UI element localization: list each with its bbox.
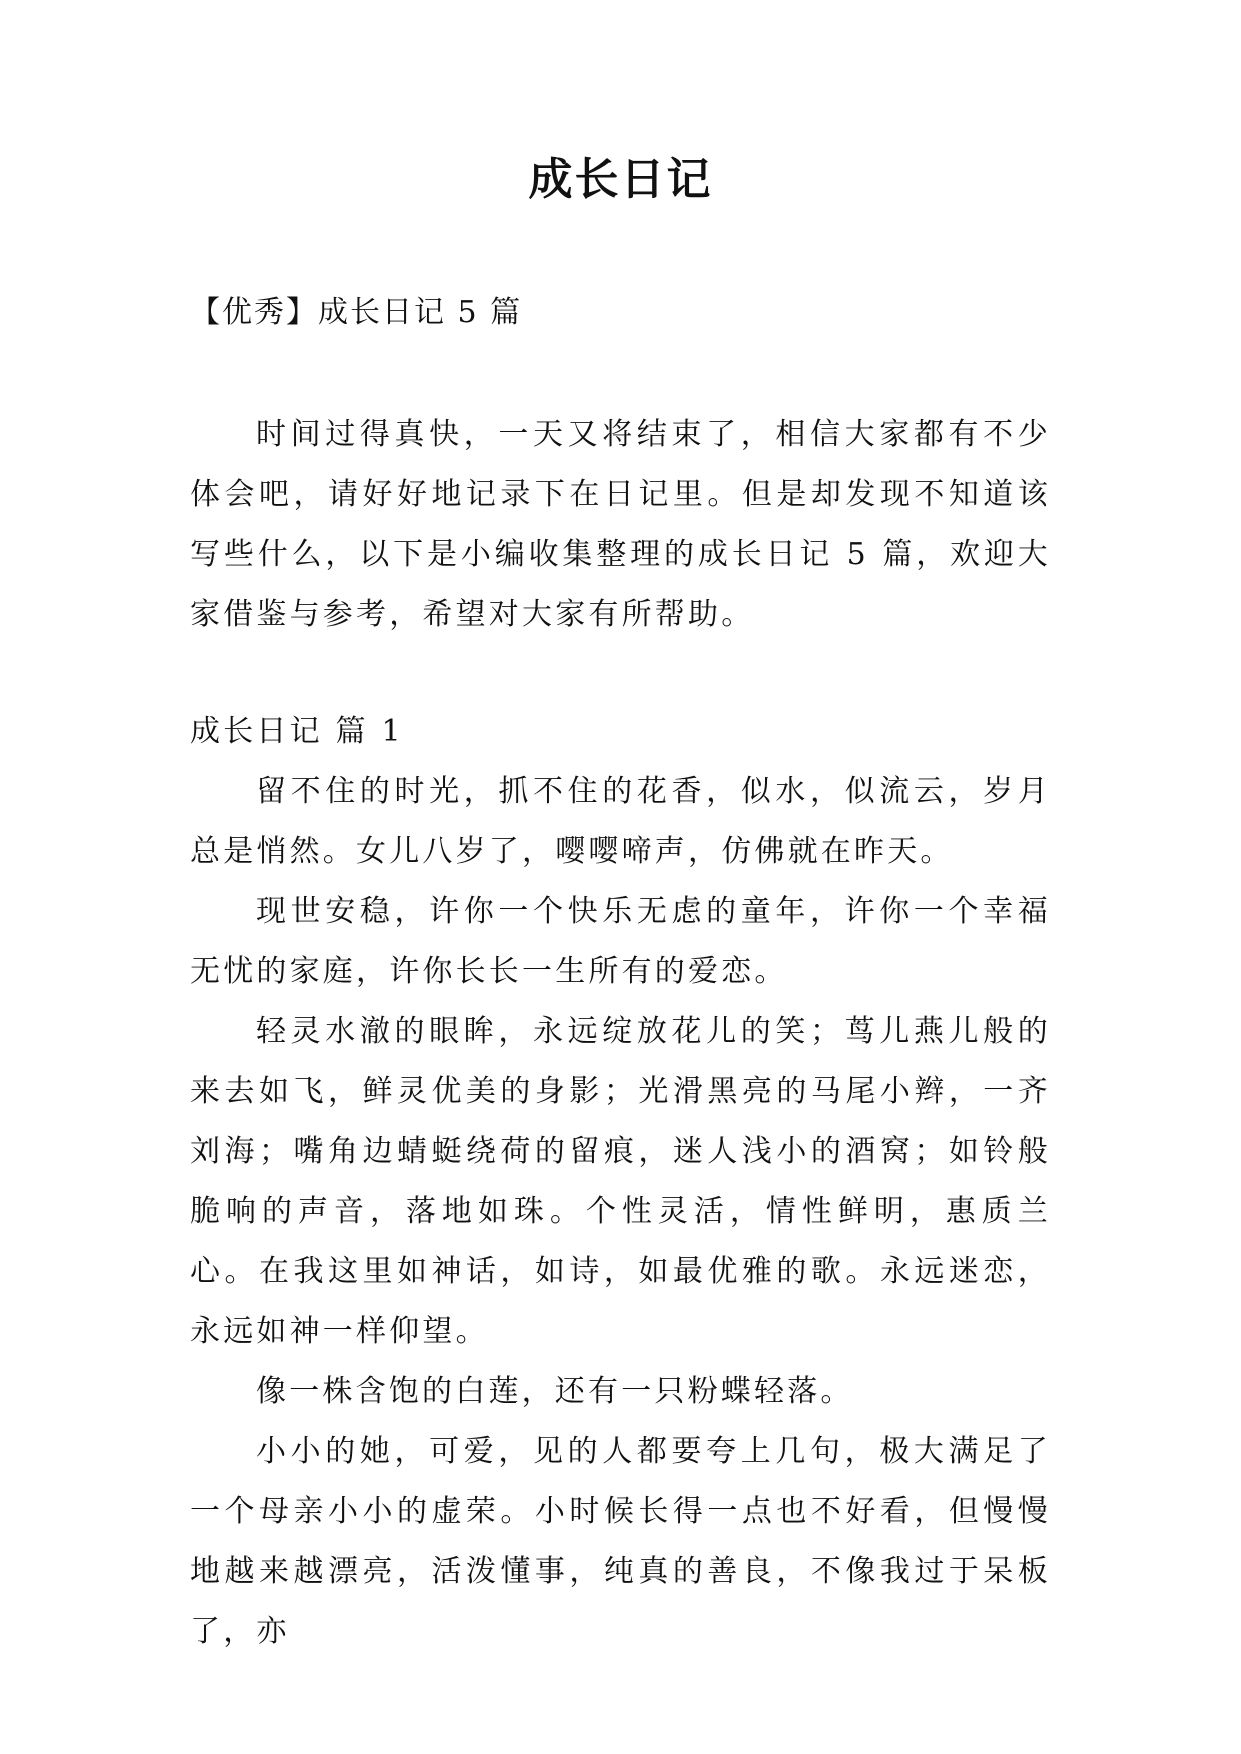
- body-paragraph: 像一株含饱的白莲，还有一只粉蝶轻落。: [256, 1374, 854, 1409]
- section-heading: 成长日记 篇 1: [190, 714, 404, 749]
- body-paragraph: 小小的她，可爱，见的人都要夸上几句，极大满足了一个母亲小小的虚荣。小时候长得一点也不好看，但慢慢地越来越漂亮，活泼懂事，纯真的善良，不像我过于呆板了，亦: [190, 1434, 1051, 1649]
- body-paragraph: 现世安稳，许你一个快乐无虑的童年，许你一个幸福无忧的家庭，许你长长一生所有的爱恋。: [190, 894, 1051, 989]
- intro-block: [190, 405, 1051, 645]
- body-paragraph: 轻灵水澈的眼眸，永远绽放花儿的笑；茑儿燕儿般的来去如飞，鲜灵优美的身影；光滑黑亮的马尾小辫，一齐刘海；嘴角边蜻蜓绕荷的留痕，迷人浅小的酒窝；如铃般脆响的声音，落地如珠。个性灵活，情性鲜明，惠质兰心。在我这里如神话，如诗，如最优雅的歌。永远迷恋，永远如神一样仰望。: [190, 1014, 1051, 1349]
- document-title: 成长日记: [528, 154, 713, 205]
- body-paragraph: 留不住的时光，抓不住的花香，似水，似流云，岁月总是悄然。女儿八岁了，嘤嘤啼声，仿佛就在昨天。: [190, 774, 1051, 869]
- section-block: [190, 702, 1051, 1662]
- document-subtitle: 【优秀】成长日记 5 篇: [190, 295, 523, 330]
- intro-paragraph: 时间过得真快，一天又将结束了，相信大家都有不少体会吧，请好好地记录下在日记里。但是却发现不知道该写些什么，以下是小编收集整理的成长日记 5 篇，欢迎大家借鉴与参考，希望对大家有所帮助。: [190, 417, 1051, 632]
